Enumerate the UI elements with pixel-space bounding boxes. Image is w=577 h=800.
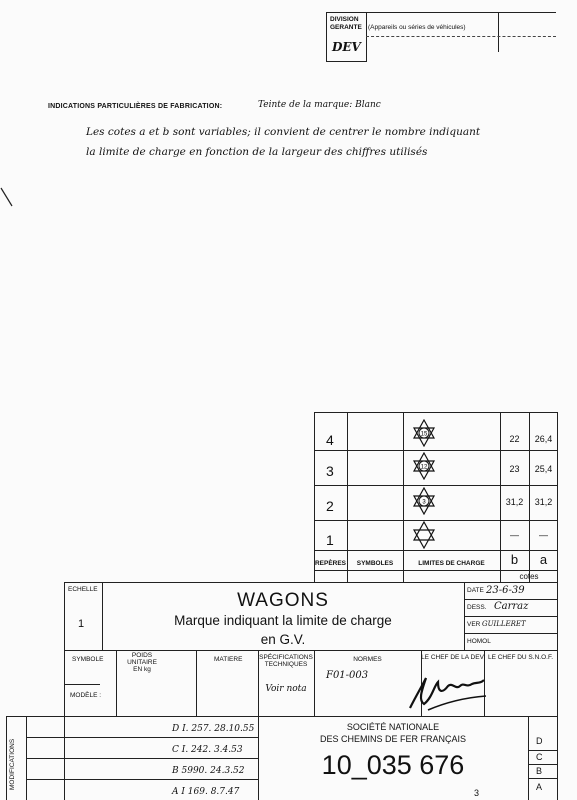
revision-letter: D	[536, 736, 543, 746]
modele-label: MODÈLE :	[70, 692, 102, 699]
signature-icon	[402, 668, 492, 716]
load-star-icon	[412, 521, 436, 549]
modification-entry: A I 169. 8.7.47	[172, 787, 240, 797]
specs-label: SPÉCIFICATIONS TECHNIQUES	[259, 654, 313, 668]
header-limites: LIMITES DE CHARGE	[418, 560, 485, 567]
revision-letter: B	[536, 766, 543, 776]
revision-letter: A	[536, 782, 543, 792]
repere-value: 1	[326, 532, 334, 548]
symbole-label: SYMBOLE	[72, 656, 104, 663]
cote-a-value: 26,4	[534, 434, 553, 444]
repere-value: 3	[326, 463, 334, 479]
revision-letter: C	[536, 752, 543, 762]
homol-label: HOMOL	[467, 638, 491, 645]
modification-entry: B 5990. 24.3.52	[172, 766, 245, 776]
repere-value: 2	[326, 498, 334, 514]
ver-value: GUILLERET	[482, 620, 526, 628]
table-row	[314, 450, 558, 485]
load-star-icon	[412, 452, 436, 480]
load-limit-table	[314, 412, 558, 582]
specs-value: Voir nota	[265, 684, 307, 694]
load-star-icon	[412, 419, 436, 447]
table-row	[314, 485, 558, 520]
cote-b-value: 23	[509, 464, 520, 474]
cote-a-value: 31,2	[534, 497, 553, 507]
division-label-2: GERANTE	[330, 24, 362, 31]
matiere-label: MATIERE	[214, 656, 243, 663]
division-label-1: DIVISION	[330, 16, 359, 23]
margin-mark	[0, 186, 14, 208]
paint-note: Teinte de la marque: Blanc	[258, 100, 381, 110]
page-mark: 3	[474, 788, 480, 798]
chef-snof-label: LE CHEF DU S.N.O.F.	[487, 654, 553, 661]
modification-entry: C I. 242. 3.4.53	[172, 745, 243, 755]
drawing-title: WAGONS	[237, 590, 329, 611]
header-box	[326, 12, 556, 62]
echelle-value: 1	[78, 618, 85, 630]
drawing-number: 10_035 676	[321, 750, 465, 780]
modification-entry: D I. 257. 28.10.55	[172, 724, 255, 734]
cote-a-value: 25,4	[534, 464, 553, 474]
dess-label: DESS.	[467, 604, 487, 611]
cote-b-value: —	[510, 530, 519, 540]
cote-b-value: 22	[509, 434, 520, 444]
normes-label: NORMES	[353, 656, 382, 663]
modifications-label: MODIFICATIONS	[9, 738, 16, 790]
load-star-icon	[412, 487, 436, 515]
star-number: 12	[420, 464, 428, 471]
chef-dev-label: LE CHEF DE LA DEV	[421, 654, 484, 661]
echelle-label: ECHELLE	[68, 586, 98, 593]
drawing-subtitle-2: en G.V.	[260, 632, 306, 647]
header-cote-a: a	[539, 552, 548, 567]
star-number: 15	[420, 431, 428, 438]
date-label: DATE	[467, 587, 484, 594]
company-name-2: DES CHEMINS DE FER FRANÇAIS	[319, 734, 467, 744]
poids-label: POIDS UNITAIRE EN kg	[127, 652, 157, 673]
applicability-label: (Appareils ou séries de véhicules)	[368, 24, 466, 31]
date-value: 23-6-39	[486, 585, 525, 596]
normes-value: F01-003	[326, 670, 369, 681]
instruction-line-2: la limite de charge en fonction de la largeur des chiffres utilisés	[86, 146, 428, 158]
header-cote-b: b	[510, 552, 519, 567]
star-number: 3	[422, 499, 426, 506]
dess-value: Carraz	[494, 601, 529, 612]
table-row	[314, 520, 558, 550]
drawing-subtitle-1: Marque indiquant la limite de charge	[174, 613, 392, 628]
ver-label: VER	[467, 621, 481, 628]
header-cotes: cotes	[519, 572, 539, 581]
cote-b-value: 31,2	[505, 497, 524, 507]
title-block	[9, 582, 557, 800]
header-reperes: REPÈRES	[314, 560, 347, 567]
division-value: DEV	[332, 40, 361, 54]
company-name-1: SOCIÉTÉ NATIONALE	[346, 722, 440, 732]
instruction-line-1: Les cotes a et b sont variables; il convient de centrer le nombre indiquant	[86, 126, 481, 138]
repere-value: 4	[326, 432, 334, 448]
header-symboles: SYMBOLES	[356, 560, 394, 567]
instructions-label: INDICATIONS PARTICULIÈRES DE FABRICATION:	[48, 103, 223, 110]
table-row	[314, 412, 558, 450]
cote-a-value: —	[539, 530, 548, 540]
